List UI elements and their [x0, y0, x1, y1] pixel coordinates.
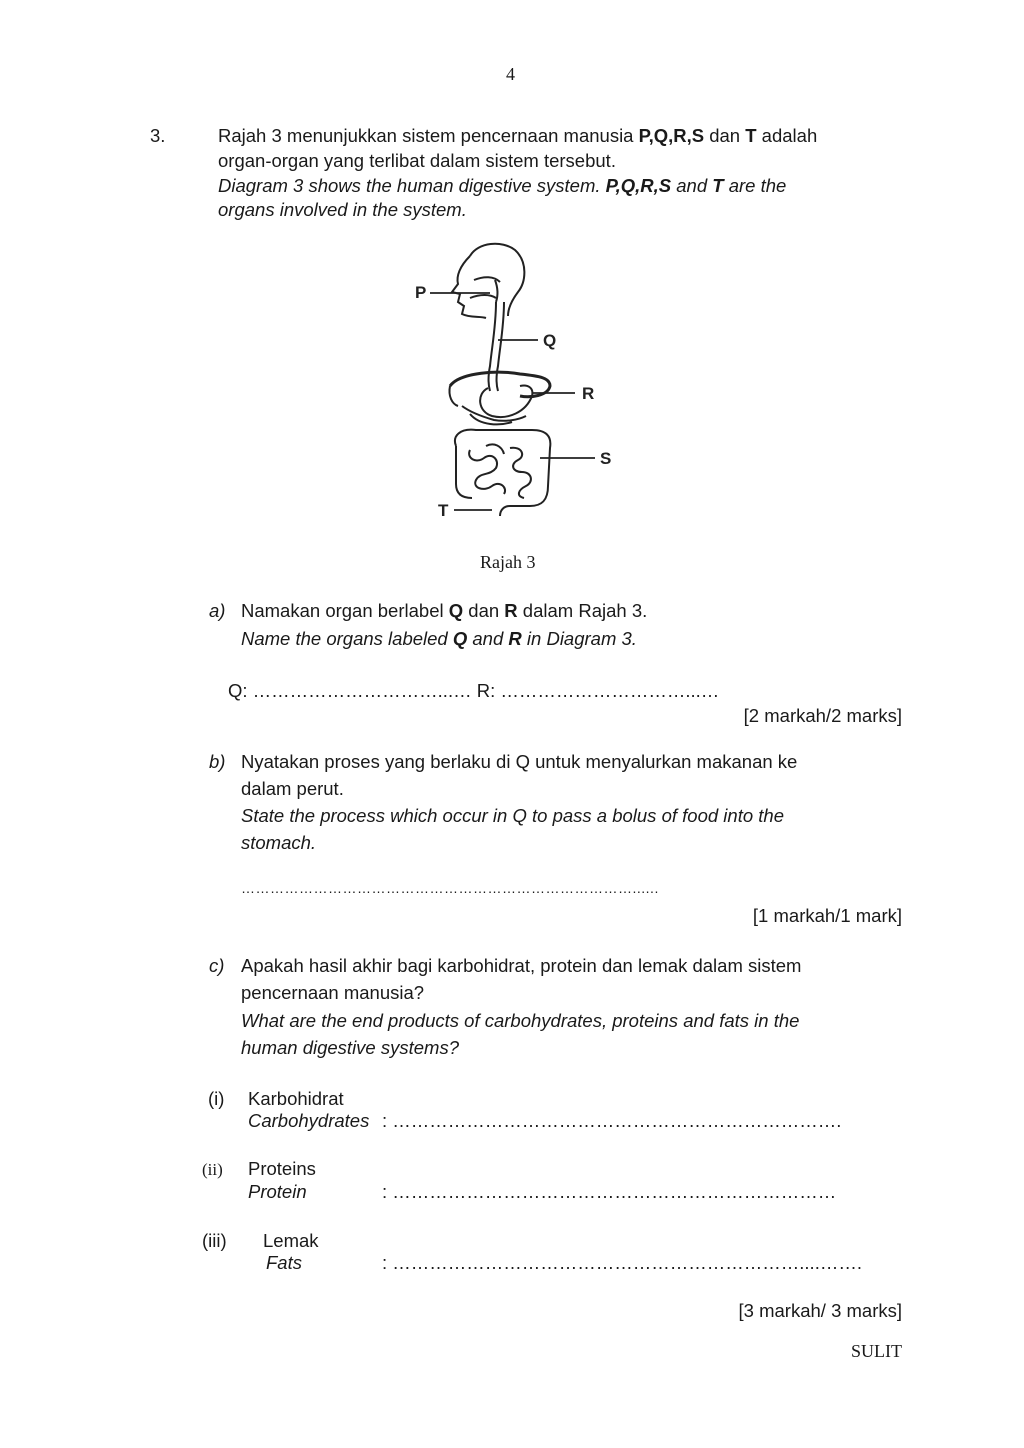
question-en-line2: organs involved in the system. [218, 199, 467, 220]
part-c-item-1-ms: Karbohidrat [248, 1088, 344, 1109]
part-c-marks: [3 markah/ 3 marks] [738, 1300, 902, 1321]
part-c-item-1-en: Carbohydrates [248, 1110, 370, 1131]
question-ms-line1: Rajah 3 menunjukkan sistem pencernaan manusia P,Q,R,S dan T adalah [218, 125, 818, 146]
part-c-letter: c) [209, 955, 225, 976]
diagram-label-s: S [600, 449, 612, 468]
part-b-en-line1: State the process which occur in Q to pass a bolus of food into the [241, 805, 784, 826]
question-ms-line2: organ-organ yang terlibat dalam sistem tersebut. [218, 150, 616, 171]
part-a-letter: a) [209, 600, 226, 621]
part-c-item-2-number: (ii) [202, 1160, 223, 1179]
diagram-label-q: Q [543, 331, 557, 350]
part-c-en-line1: What are the end products of carbohydrates, proteins and fats in the [241, 1010, 800, 1031]
question-number: 3. [150, 125, 166, 146]
question-en-line1: Diagram 3 shows the human digestive system. P,Q,R,S and T are the [218, 175, 787, 196]
part-c-item-2-en: Protein [248, 1181, 307, 1202]
part-c-item-3-ms: Lemak [263, 1230, 319, 1251]
page-number: 4 [506, 64, 515, 84]
part-c-item-3-en: Fats [266, 1252, 302, 1273]
part-b-ms-line1: Nyatakan proses yang berlaku di Q untuk menyalurkan makanan ke [241, 751, 798, 772]
part-a-marks: [2 markah/2 marks] [743, 705, 902, 726]
part-c-item-1-number: (i) [208, 1088, 225, 1109]
part-c-item-3-number: (iii) [202, 1230, 227, 1251]
part-b-marks: [1 markah/1 mark] [752, 905, 902, 926]
part-a-ms: Namakan organ berlabel Q dan R dalam Rajah 3. [241, 600, 648, 621]
diagram-label-t: T [438, 501, 449, 520]
diagram-caption: Rajah 3 [480, 552, 536, 572]
part-a-answer-line[interactable]: Q: …………………………...… R: …………………………...… [228, 680, 720, 701]
part-c-item-2-ms: Proteins [248, 1158, 316, 1179]
part-c-item-2-answer-line[interactable]: : ……………………………………………………………… [382, 1181, 837, 1202]
diagram-label-p: P [415, 283, 427, 302]
part-b-answer-line[interactable]: ………………………………………………………………………...... [241, 880, 659, 896]
footer-sulit: SULIT [851, 1341, 902, 1361]
diagram-label-r: R [582, 384, 595, 403]
part-b-ms-line2: dalam perut. [241, 778, 344, 799]
part-b-letter: b) [209, 751, 226, 772]
part-b-en-line2: stomach. [241, 832, 317, 853]
part-c-ms-line2: pencernaan manusia? [241, 982, 425, 1003]
part-c-en-line2: human digestive systems? [241, 1037, 459, 1058]
part-c-item-1-answer-line[interactable]: : ………………………………………………………………. [382, 1110, 842, 1131]
part-c-item-3-answer-line[interactable]: : …………………………………………………………....……. [382, 1252, 862, 1273]
part-c-ms-line1: Apakah hasil akhir bagi karbohidrat, protein dan lemak dalam sistem [241, 955, 802, 976]
part-a-en: Name the organs labeled Q and R in Diagram 3. [241, 628, 637, 649]
digestive-system-diagram [400, 236, 630, 528]
